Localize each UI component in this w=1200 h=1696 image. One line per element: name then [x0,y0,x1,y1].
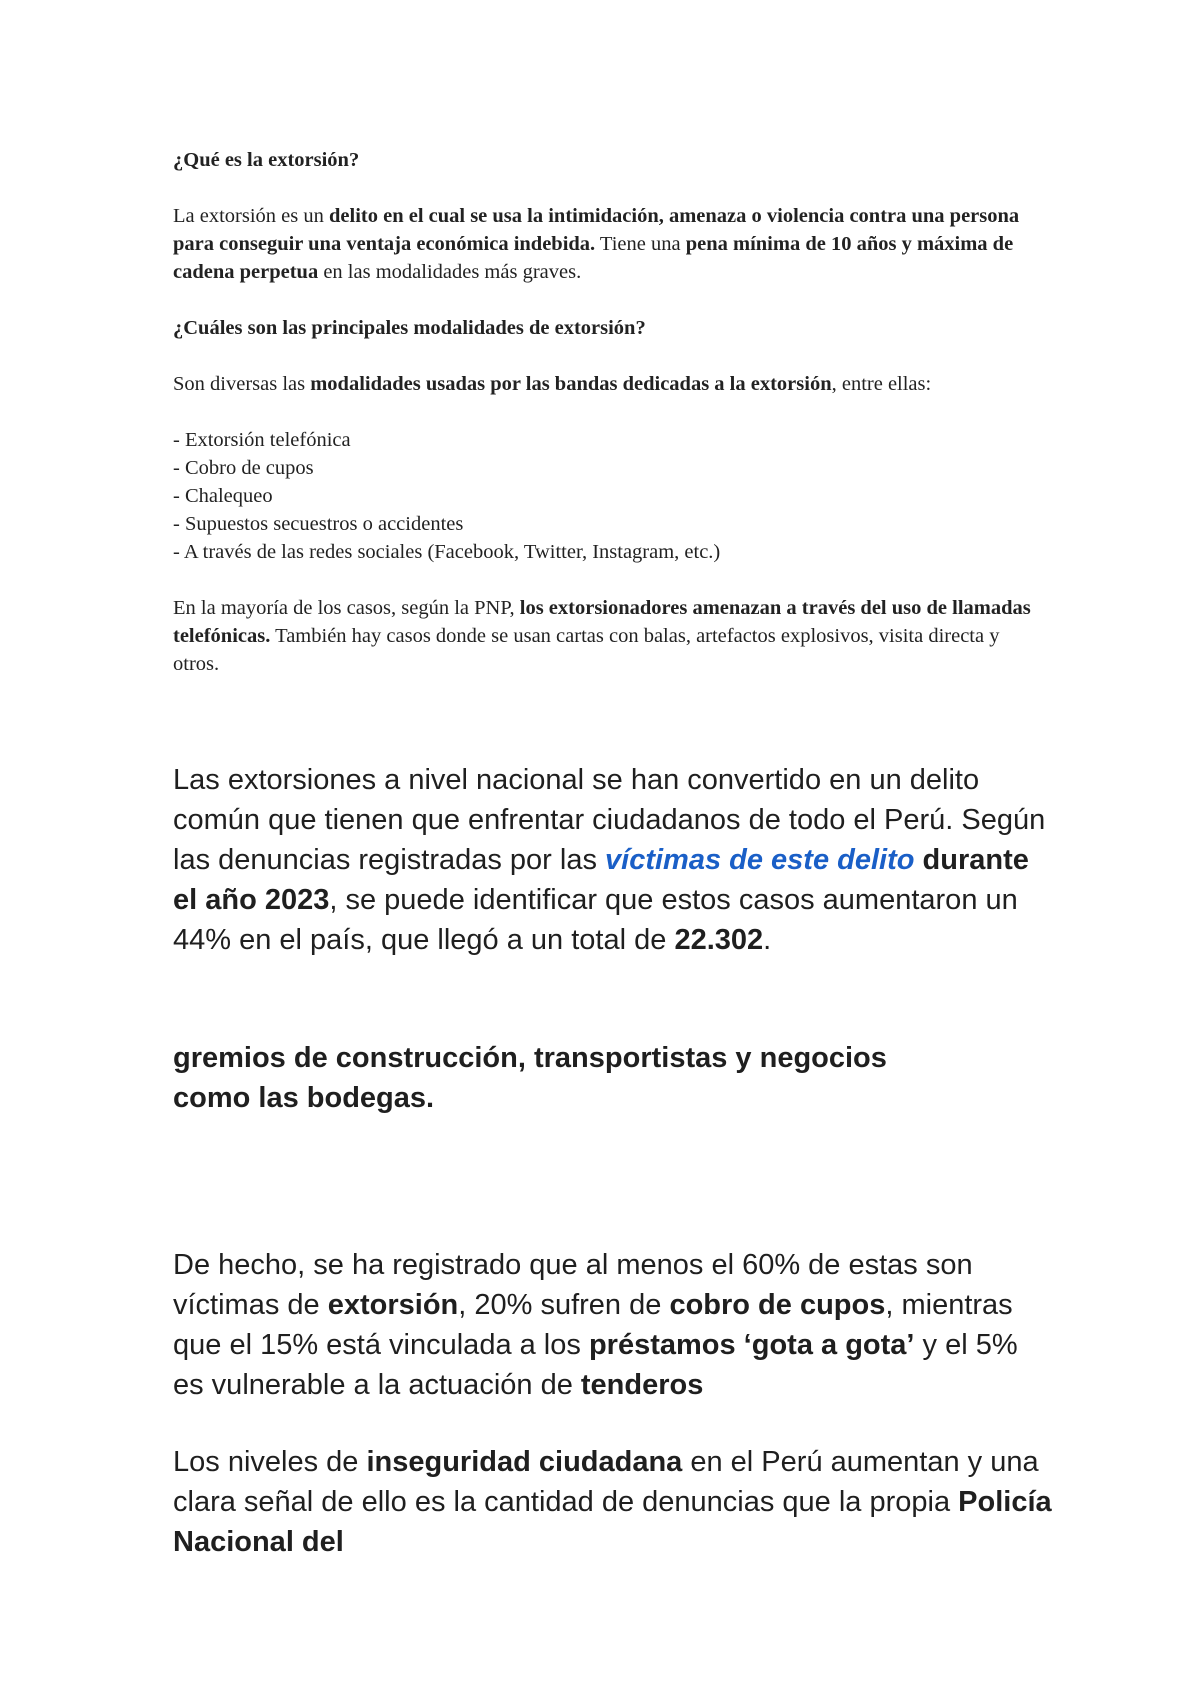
heading-que-es-extorsion: ¿Qué es la extorsión? [173,149,360,171]
paragraph-estadisticas-2023: Las extorsiones a nivel nacional se han convertido en un delito común que tienen que enfrentar ciudadanos de todo el Perú. Según las denuncias registradas por las víctimas de este delito durante el año 2023, se puede identificar que estos casos aumentaron un 44% en el país, que llegó a un total de 22.302. [173,764,1046,956]
victimas-link[interactable]: víctimas de este delito [605,844,915,876]
paragraph-definicion: La extorsión es un delito en el cual se usa la intimidación, amenaza o violencia contra una persona para conseguir una ventaja económica indebida. Tiene una pena mínima de 10 años y máxima de cadena perpetua en las modalidades más graves. [173,205,1020,283]
heading-modalidades: ¿Cuáles son las principales modalidades de extorsión? [173,317,646,339]
list-item: - Chalequeo [173,485,273,507]
paragraph-pnp: En la mayoría de los casos, según la PNP, los extorsionadores amenazan a través del uso de llamadas telefónicas. También hay casos donde se usan cartas con balas, artefactos explosivos, visita directa y otros. [173,597,1031,675]
list-item: - Cobro de cupos [173,457,314,479]
list-item: - Supuestos secuestros o accidentes [173,513,464,535]
list-item: - A través de las redes sociales (Facebook, Twitter, Instagram, etc.) [173,541,721,563]
paragraph-modalidades-intro: Son diversas las modalidades usadas por las bandas dedicadas a la extorsión, entre ellas: [173,373,932,395]
paragraph-inseguridad: Los niveles de inseguridad ciudadana en el Perú aumentan y una clara señal de ello es la cantidad de denuncias que la propia Policía Nacional del [173,1446,1052,1558]
serif-article [173,146,1043,678]
paragraph-gremios: gremios de construcción, transportistas y negocios como las bodegas. [173,1042,887,1114]
list-item: - Extorsión telefónica [173,429,351,451]
paragraph-porcentajes: De hecho, se ha registrado que al menos el 60% de estas son víctimas de extorsión, 20% sufren de cobro de cupos, mientras que el 15% está vinculada a los préstamos ‘gota a gota’ y el 5% es vulnerable a la actuación de tenderos [173,1249,1018,1401]
